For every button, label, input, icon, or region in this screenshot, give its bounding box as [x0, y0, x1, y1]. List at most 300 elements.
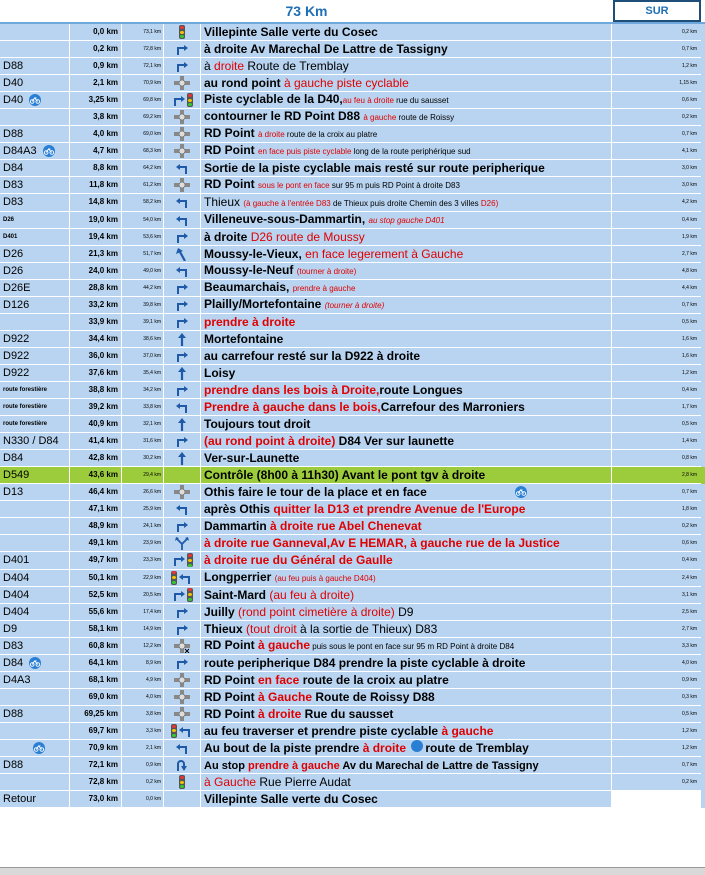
road-cell[interactable]: [0, 450, 70, 467]
route-row[interactable]: [0, 109, 705, 126]
direction-icon-cell[interactable]: [164, 587, 201, 604]
remaining-distance[interactable]: 54,0 km: [122, 212, 164, 229]
cumulative-distance[interactable]: 46,4 km: [70, 484, 122, 501]
direction-instruction[interactable]: [201, 552, 612, 569]
cumulative-distance[interactable]: 0,2 km: [70, 41, 122, 58]
direction-instruction[interactable]: [201, 604, 612, 621]
direction-instruction[interactable]: [201, 621, 612, 638]
road-cell[interactable]: [0, 280, 70, 297]
direction-icon-cell[interactable]: [164, 706, 201, 723]
remaining-distance[interactable]: 34,2 km: [122, 382, 164, 399]
segment-distance[interactable]: 0,4 km: [612, 552, 701, 569]
direction-icon-cell[interactable]: [164, 194, 201, 211]
route-row[interactable]: [0, 126, 705, 143]
segment-distance[interactable]: 2,5 km: [612, 604, 701, 621]
direction-instruction[interactable]: [201, 774, 612, 791]
road-cell[interactable]: [0, 706, 70, 723]
remaining-distance[interactable]: 69,0 km: [122, 126, 164, 143]
route-row[interactable]: [0, 501, 705, 518]
direction-icon-cell[interactable]: [164, 365, 201, 382]
route-row[interactable]: [0, 655, 705, 672]
remaining-distance[interactable]: 70,9 km: [122, 75, 164, 92]
remaining-distance[interactable]: 0,9 km: [122, 757, 164, 774]
direction-instruction[interactable]: [201, 467, 612, 484]
direction-icon-cell[interactable]: [164, 246, 201, 263]
road-cell[interactable]: [0, 24, 70, 41]
road-cell[interactable]: [0, 587, 70, 604]
segment-distance[interactable]: 3,0 km: [612, 177, 701, 194]
direction-instruction[interactable]: [201, 331, 612, 348]
segment-distance[interactable]: 1,2 km: [612, 365, 701, 382]
cumulative-distance[interactable]: 55,6 km: [70, 604, 122, 621]
route-row[interactable]: [0, 638, 705, 655]
road-cell[interactable]: [0, 552, 70, 569]
direction-icon-cell[interactable]: [164, 638, 201, 655]
direction-instruction[interactable]: [201, 246, 612, 263]
segment-distance[interactable]: 0,7 km: [612, 41, 701, 58]
direction-instruction[interactable]: [201, 212, 612, 229]
direction-instruction[interactable]: [201, 484, 612, 501]
direction-instruction[interactable]: [201, 365, 612, 382]
cumulative-distance[interactable]: 8,8 km: [70, 160, 122, 177]
cumulative-distance[interactable]: 68,1 km: [70, 672, 122, 689]
segment-distance[interactable]: 0,5 km: [612, 314, 701, 331]
road-cell[interactable]: [0, 314, 70, 331]
road-cell[interactable]: [0, 212, 70, 229]
remaining-distance[interactable]: 73,1 km: [122, 24, 164, 41]
direction-instruction[interactable]: [201, 706, 612, 723]
cumulative-distance[interactable]: 41,4 km: [70, 433, 122, 450]
road-cell[interactable]: [0, 41, 70, 58]
route-row[interactable]: [0, 246, 705, 263]
cumulative-distance[interactable]: 70,9 km: [70, 740, 122, 757]
route-row[interactable]: [0, 348, 705, 365]
route-row[interactable]: [0, 229, 705, 246]
segment-distance[interactable]: 3,1 km: [612, 587, 701, 604]
road-cell[interactable]: [0, 348, 70, 365]
cumulative-distance[interactable]: 19,4 km: [70, 229, 122, 246]
direction-instruction[interactable]: [201, 450, 612, 467]
cumulative-distance[interactable]: 0,9 km: [70, 58, 122, 75]
remaining-distance[interactable]: 61,2 km: [122, 177, 164, 194]
direction-icon-cell[interactable]: [164, 314, 201, 331]
segment-distance[interactable]: 4,0 km: [612, 655, 701, 672]
cumulative-distance[interactable]: 43,6 km: [70, 467, 122, 484]
route-row[interactable]: [0, 194, 705, 211]
direction-icon-cell[interactable]: [164, 791, 201, 808]
road-cell[interactable]: [0, 331, 70, 348]
direction-instruction[interactable]: [201, 518, 612, 535]
route-row[interactable]: [0, 518, 705, 535]
segment-distance[interactable]: 1,6 km: [612, 331, 701, 348]
direction-instruction[interactable]: [201, 41, 612, 58]
direction-icon-cell[interactable]: [164, 757, 201, 774]
road-cell[interactable]: [0, 246, 70, 263]
remaining-distance[interactable]: 4,0 km: [122, 689, 164, 706]
cumulative-distance[interactable]: 33,9 km: [70, 314, 122, 331]
route-row[interactable]: [0, 331, 705, 348]
remaining-distance[interactable]: 58,2 km: [122, 194, 164, 211]
direction-instruction[interactable]: [201, 689, 612, 706]
remaining-distance[interactable]: 69,2 km: [122, 109, 164, 126]
road-cell[interactable]: [0, 791, 70, 808]
direction-icon-cell[interactable]: [164, 450, 201, 467]
remaining-distance[interactable]: 14,9 km: [122, 621, 164, 638]
route-row[interactable]: [0, 433, 705, 450]
direction-instruction[interactable]: [201, 501, 612, 518]
segment-distance[interactable]: 1,8 km: [612, 501, 701, 518]
segment-distance[interactable]: 0,6 km: [612, 92, 701, 109]
direction-instruction[interactable]: [201, 757, 612, 774]
route-row[interactable]: [0, 757, 705, 774]
segment-distance[interactable]: 0,7 km: [612, 297, 701, 314]
remaining-distance[interactable]: 30,2 km: [122, 450, 164, 467]
direction-icon-cell[interactable]: [164, 41, 201, 58]
direction-icon-cell[interactable]: [164, 518, 201, 535]
direction-icon-cell[interactable]: [164, 484, 201, 501]
cumulative-distance[interactable]: 2,1 km: [70, 75, 122, 92]
cumulative-distance[interactable]: 58,1 km: [70, 621, 122, 638]
direction-icon-cell[interactable]: [164, 212, 201, 229]
road-cell[interactable]: [0, 143, 70, 160]
remaining-distance[interactable]: 35,4 km: [122, 365, 164, 382]
segment-distance[interactable]: 0,8 km: [612, 450, 701, 467]
road-cell[interactable]: [0, 501, 70, 518]
segment-distance[interactable]: 3,3 km: [612, 638, 701, 655]
route-row[interactable]: [0, 416, 705, 433]
direction-instruction[interactable]: [201, 109, 612, 126]
direction-icon-cell[interactable]: [164, 331, 201, 348]
segment-distance[interactable]: 2,8 km: [612, 467, 701, 484]
remaining-distance[interactable]: 44,2 km: [122, 280, 164, 297]
cumulative-distance[interactable]: 49,7 km: [70, 552, 122, 569]
road-cell[interactable]: [0, 757, 70, 774]
remaining-distance[interactable]: 68,3 km: [122, 143, 164, 160]
cumulative-distance[interactable]: 4,0 km: [70, 126, 122, 143]
segment-distance[interactable]: 0,7 km: [612, 484, 701, 501]
direction-icon-cell[interactable]: [164, 416, 201, 433]
cumulative-distance[interactable]: 19,0 km: [70, 212, 122, 229]
route-row[interactable]: [0, 467, 705, 484]
direction-icon-cell[interactable]: [164, 433, 201, 450]
route-row[interactable]: [0, 382, 705, 399]
direction-icon-cell[interactable]: [164, 58, 201, 75]
segment-distance[interactable]: 2,7 km: [612, 246, 701, 263]
road-cell[interactable]: [0, 774, 70, 791]
direction-icon-cell[interactable]: [164, 723, 201, 740]
route-row[interactable]: [0, 24, 705, 41]
route-row[interactable]: [0, 314, 705, 331]
remaining-distance[interactable]: 22,9 km: [122, 570, 164, 587]
segment-distance[interactable]: 4,2 km: [612, 194, 701, 211]
remaining-distance[interactable]: 4,9 km: [122, 672, 164, 689]
direction-icon-cell[interactable]: [164, 570, 201, 587]
cumulative-distance[interactable]: 42,8 km: [70, 450, 122, 467]
cumulative-distance[interactable]: 3,25 km: [70, 92, 122, 109]
remaining-distance[interactable]: 25,9 km: [122, 501, 164, 518]
direction-instruction[interactable]: [201, 587, 612, 604]
direction-instruction[interactable]: [201, 229, 612, 246]
cumulative-distance[interactable]: 11,8 km: [70, 177, 122, 194]
remaining-distance[interactable]: 39,8 km: [122, 297, 164, 314]
cumulative-distance[interactable]: 50,1 km: [70, 570, 122, 587]
segment-distance[interactable]: 3,0 km: [612, 160, 701, 177]
road-cell[interactable]: [0, 365, 70, 382]
direction-instruction[interactable]: [201, 416, 612, 433]
cumulative-distance[interactable]: 69,0 km: [70, 689, 122, 706]
direction-instruction[interactable]: [201, 382, 612, 399]
segment-distance[interactable]: 1,7 km: [612, 399, 701, 416]
direction-icon-cell[interactable]: [164, 229, 201, 246]
road-cell[interactable]: [0, 177, 70, 194]
cumulative-distance[interactable]: 47,1 km: [70, 501, 122, 518]
sur-column-header[interactable]: SUR: [613, 0, 701, 22]
route-row[interactable]: [0, 672, 705, 689]
road-cell[interactable]: [0, 638, 70, 655]
remaining-distance[interactable]: 53,6 km: [122, 229, 164, 246]
direction-instruction[interactable]: [201, 177, 612, 194]
route-row[interactable]: [0, 552, 705, 569]
route-row[interactable]: [0, 212, 705, 229]
route-row[interactable]: [0, 570, 705, 587]
segment-distance[interactable]: 0,6 km: [612, 535, 701, 552]
remaining-distance[interactable]: 0,0 km: [122, 791, 164, 808]
road-cell[interactable]: [0, 604, 70, 621]
cumulative-distance[interactable]: 48,9 km: [70, 518, 122, 535]
remaining-distance[interactable]: 38,6 km: [122, 331, 164, 348]
remaining-distance[interactable]: 29,4 km: [122, 467, 164, 484]
cumulative-distance[interactable]: 28,8 km: [70, 280, 122, 297]
direction-icon-cell[interactable]: [164, 24, 201, 41]
cumulative-distance[interactable]: 69,25 km: [70, 706, 122, 723]
remaining-distance[interactable]: 12,2 km: [122, 638, 164, 655]
remaining-distance[interactable]: 23,9 km: [122, 535, 164, 552]
segment-distance[interactable]: 2,4 km: [612, 570, 701, 587]
segment-distance[interactable]: 0,9 km: [612, 672, 701, 689]
direction-icon-cell[interactable]: [164, 92, 201, 109]
remaining-distance[interactable]: 72,1 km: [122, 58, 164, 75]
cumulative-distance[interactable]: 38,8 km: [70, 382, 122, 399]
cumulative-distance[interactable]: 40,9 km: [70, 416, 122, 433]
direction-instruction[interactable]: [201, 723, 612, 740]
segment-distance[interactable]: 4,4 km: [612, 280, 701, 297]
route-row[interactable]: [0, 160, 705, 177]
route-row[interactable]: [0, 92, 705, 109]
direction-icon-cell[interactable]: [164, 621, 201, 638]
segment-distance[interactable]: [612, 791, 701, 808]
cumulative-distance[interactable]: 3,8 km: [70, 109, 122, 126]
cumulative-distance[interactable]: 49,1 km: [70, 535, 122, 552]
direction-icon-cell[interactable]: [164, 263, 201, 280]
route-row[interactable]: [0, 706, 705, 723]
remaining-distance[interactable]: 31,6 km: [122, 433, 164, 450]
direction-icon-cell[interactable]: [164, 655, 201, 672]
direction-icon-cell[interactable]: [164, 109, 201, 126]
direction-instruction[interactable]: [201, 280, 612, 297]
direction-instruction[interactable]: [201, 24, 612, 41]
route-row[interactable]: [0, 791, 705, 808]
cumulative-distance[interactable]: 37,6 km: [70, 365, 122, 382]
remaining-distance[interactable]: 23,3 km: [122, 552, 164, 569]
segment-distance[interactable]: 4,8 km: [612, 263, 701, 280]
segment-distance[interactable]: 1,2 km: [612, 740, 701, 757]
segment-distance[interactable]: 4,1 km: [612, 143, 701, 160]
direction-icon-cell[interactable]: [164, 740, 201, 757]
cumulative-distance[interactable]: 64,1 km: [70, 655, 122, 672]
route-row[interactable]: [0, 740, 705, 757]
route-row[interactable]: [0, 621, 705, 638]
remaining-distance[interactable]: 3,8 km: [122, 706, 164, 723]
direction-instruction[interactable]: [201, 791, 612, 808]
remaining-distance[interactable]: 39,1 km: [122, 314, 164, 331]
remaining-distance[interactable]: 3,3 km: [122, 723, 164, 740]
road-cell[interactable]: [0, 433, 70, 450]
direction-instruction[interactable]: [201, 194, 612, 211]
direction-icon-cell[interactable]: [164, 604, 201, 621]
remaining-distance[interactable]: 17,4 km: [122, 604, 164, 621]
road-cell[interactable]: [0, 518, 70, 535]
road-cell[interactable]: [0, 109, 70, 126]
road-cell[interactable]: [0, 723, 70, 740]
road-cell[interactable]: [0, 740, 70, 757]
route-row[interactable]: [0, 535, 705, 552]
route-row[interactable]: [0, 723, 705, 740]
route-row[interactable]: [0, 263, 705, 280]
segment-distance[interactable]: 0,5 km: [612, 706, 701, 723]
direction-icon-cell[interactable]: [164, 689, 201, 706]
cumulative-distance[interactable]: 60,8 km: [70, 638, 122, 655]
direction-instruction[interactable]: [201, 655, 612, 672]
segment-distance[interactable]: 0,7 km: [612, 757, 701, 774]
cumulative-distance[interactable]: 24,0 km: [70, 263, 122, 280]
road-cell[interactable]: [0, 570, 70, 587]
remaining-distance[interactable]: 49,0 km: [122, 263, 164, 280]
direction-instruction[interactable]: [201, 160, 612, 177]
cumulative-distance[interactable]: 14,8 km: [70, 194, 122, 211]
route-row[interactable]: [0, 365, 705, 382]
direction-instruction[interactable]: [201, 314, 612, 331]
remaining-distance[interactable]: 37,0 km: [122, 348, 164, 365]
direction-icon-cell[interactable]: [164, 177, 201, 194]
cumulative-distance[interactable]: 73,0 km: [70, 791, 122, 808]
road-cell[interactable]: [0, 229, 70, 246]
direction-instruction[interactable]: [201, 399, 612, 416]
direction-instruction[interactable]: [201, 58, 612, 75]
direction-instruction[interactable]: [201, 672, 612, 689]
road-cell[interactable]: [0, 75, 70, 92]
direction-icon-cell[interactable]: [164, 75, 201, 92]
road-cell[interactable]: [0, 672, 70, 689]
remaining-distance[interactable]: 72,8 km: [122, 41, 164, 58]
direction-icon-cell[interactable]: [164, 467, 201, 484]
segment-distance[interactable]: 2,7 km: [612, 621, 701, 638]
direction-icon-cell[interactable]: [164, 297, 201, 314]
direction-icon-cell[interactable]: [164, 552, 201, 569]
direction-instruction[interactable]: [201, 348, 612, 365]
route-row[interactable]: [0, 450, 705, 467]
route-row[interactable]: [0, 297, 705, 314]
segment-distance[interactable]: 0,2 km: [612, 774, 701, 791]
segment-distance[interactable]: 1,6 km: [612, 348, 701, 365]
road-cell[interactable]: [0, 92, 70, 109]
cumulative-distance[interactable]: 72,1 km: [70, 757, 122, 774]
road-cell[interactable]: [0, 655, 70, 672]
route-row[interactable]: [0, 399, 705, 416]
segment-distance[interactable]: 0,2 km: [612, 109, 701, 126]
route-row[interactable]: [0, 58, 705, 75]
remaining-distance[interactable]: 24,1 km: [122, 518, 164, 535]
road-cell[interactable]: [0, 535, 70, 552]
route-row[interactable]: [0, 75, 705, 92]
cumulative-distance[interactable]: 39,2 km: [70, 399, 122, 416]
segment-distance[interactable]: 0,7 km: [612, 126, 701, 143]
direction-icon-cell[interactable]: [164, 501, 201, 518]
direction-instruction[interactable]: [201, 297, 612, 314]
direction-icon-cell[interactable]: [164, 774, 201, 791]
segment-distance[interactable]: 1,9 km: [612, 229, 701, 246]
road-cell[interactable]: [0, 297, 70, 314]
segment-distance[interactable]: 1,2 km: [612, 58, 701, 75]
direction-icon-cell[interactable]: [164, 126, 201, 143]
road-cell[interactable]: [0, 160, 70, 177]
route-row[interactable]: [0, 280, 705, 297]
remaining-distance[interactable]: 8,9 km: [122, 655, 164, 672]
direction-instruction[interactable]: [201, 638, 612, 655]
road-cell[interactable]: [0, 621, 70, 638]
segment-distance[interactable]: 0,5 km: [612, 416, 701, 433]
cumulative-distance[interactable]: 21,3 km: [70, 246, 122, 263]
road-cell[interactable]: [0, 58, 70, 75]
cumulative-distance[interactable]: 52,5 km: [70, 587, 122, 604]
segment-distance[interactable]: 0,4 km: [612, 382, 701, 399]
route-row[interactable]: [0, 587, 705, 604]
cumulative-distance[interactable]: 4,7 km: [70, 143, 122, 160]
remaining-distance[interactable]: 32,1 km: [122, 416, 164, 433]
segment-distance[interactable]: 1,15 km: [612, 75, 701, 92]
cumulative-distance[interactable]: 72,8 km: [70, 774, 122, 791]
route-row[interactable]: [0, 177, 705, 194]
remaining-distance[interactable]: 2,1 km: [122, 740, 164, 757]
segment-distance[interactable]: 1,2 km: [612, 723, 701, 740]
direction-instruction[interactable]: [201, 92, 612, 109]
cumulative-distance[interactable]: 0,0 km: [70, 24, 122, 41]
direction-instruction[interactable]: [201, 263, 612, 280]
remaining-distance[interactable]: 69,8 km: [122, 92, 164, 109]
remaining-distance[interactable]: 64,2 km: [122, 160, 164, 177]
cumulative-distance[interactable]: 36,0 km: [70, 348, 122, 365]
road-cell[interactable]: [0, 416, 70, 433]
direction-icon-cell[interactable]: [164, 143, 201, 160]
direction-icon-cell[interactable]: [164, 672, 201, 689]
direction-icon-cell[interactable]: [164, 382, 201, 399]
direction-icon-cell[interactable]: [164, 535, 201, 552]
direction-instruction[interactable]: [201, 433, 612, 450]
cumulative-distance[interactable]: 69,7 km: [70, 723, 122, 740]
cumulative-distance[interactable]: 34,4 km: [70, 331, 122, 348]
remaining-distance[interactable]: 20,5 km: [122, 587, 164, 604]
direction-instruction[interactable]: [201, 126, 612, 143]
segment-distance[interactable]: 0,3 km: [612, 689, 701, 706]
road-cell[interactable]: [0, 194, 70, 211]
route-row[interactable]: [0, 689, 705, 706]
road-cell[interactable]: [0, 484, 70, 501]
direction-icon-cell[interactable]: [164, 160, 201, 177]
direction-instruction[interactable]: [201, 740, 612, 757]
direction-icon-cell[interactable]: [164, 399, 201, 416]
remaining-distance[interactable]: 26,6 km: [122, 484, 164, 501]
remaining-distance[interactable]: 33,8 km: [122, 399, 164, 416]
direction-icon-cell[interactable]: [164, 280, 201, 297]
